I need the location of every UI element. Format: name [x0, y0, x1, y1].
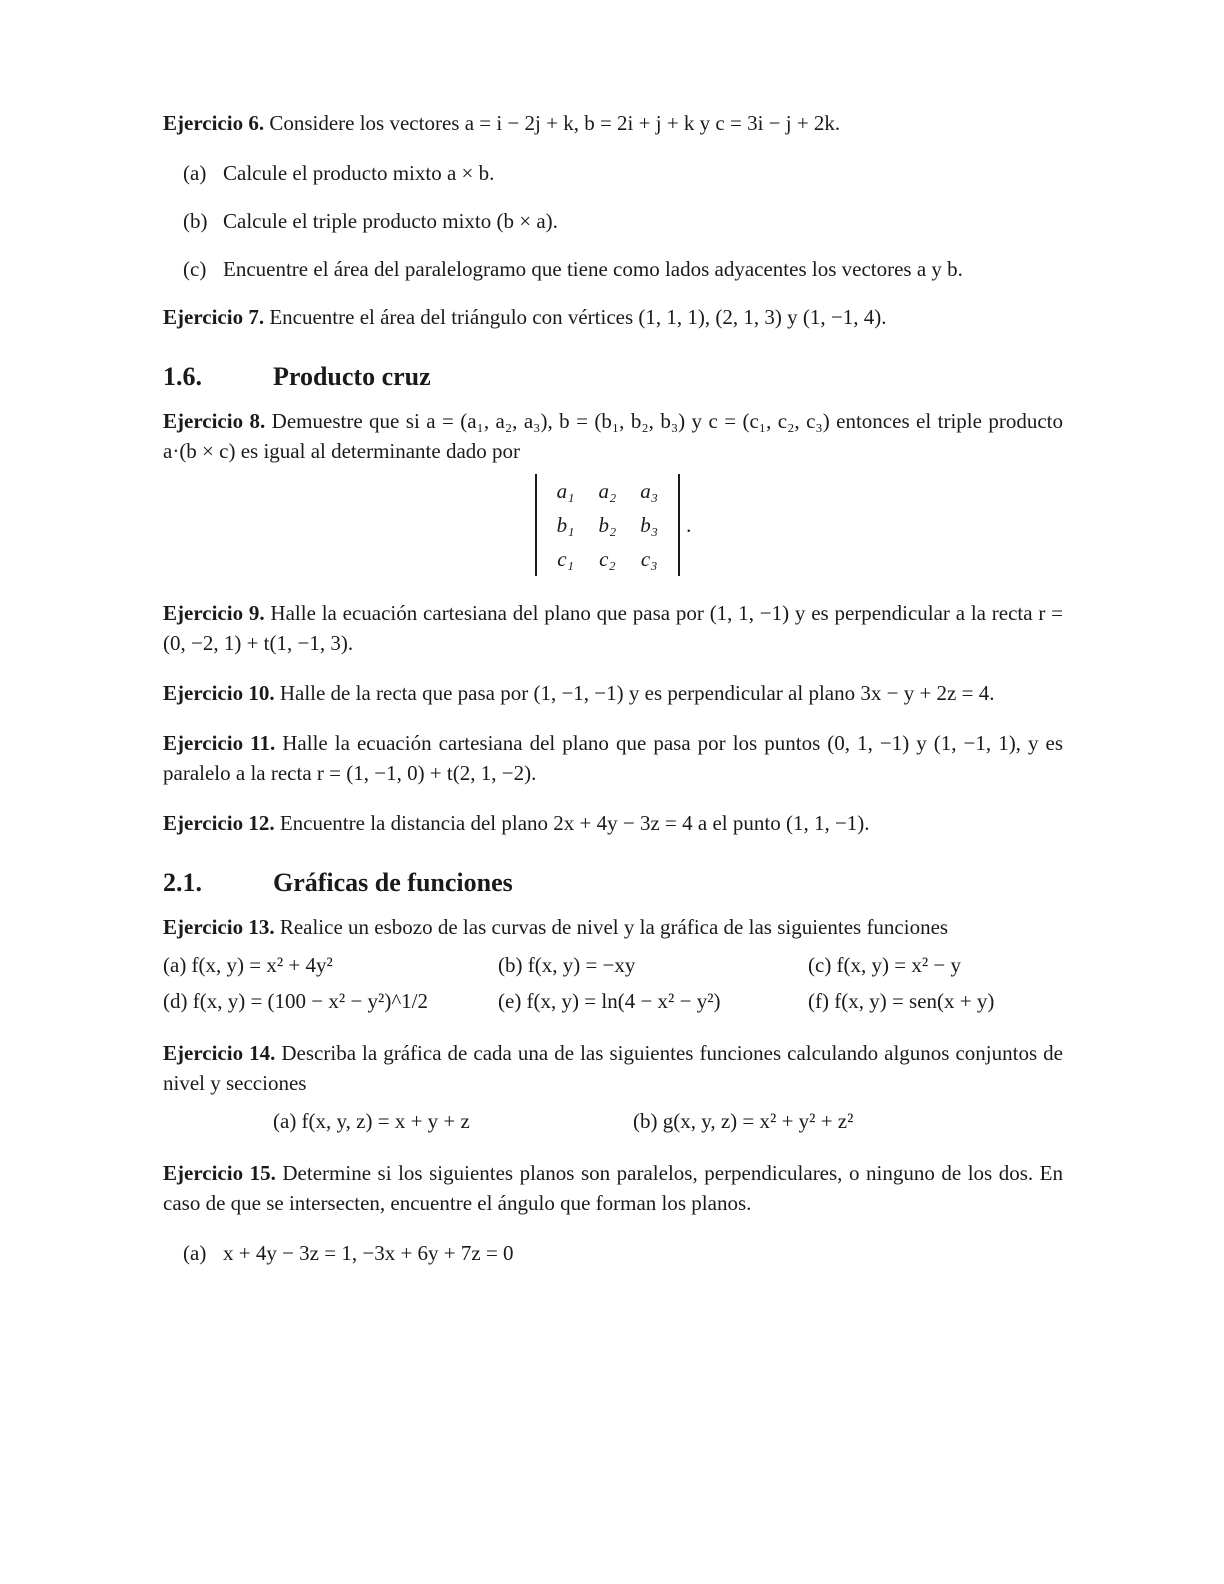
exercise-6-items [183, 158, 1063, 284]
exercise-14-functions [163, 1106, 1063, 1136]
exercise-14-title: Ejercicio 14. [163, 1041, 276, 1065]
exercise-12-title: Ejercicio 12. [163, 811, 275, 835]
matrix-cell: a₂ [598, 479, 617, 503]
determinant-matrix [535, 474, 692, 576]
exercise-8-title: Ejercicio 8. [163, 409, 266, 433]
exercise-11-title: Ejercicio 11. [163, 731, 276, 755]
exercise-7 [163, 302, 1063, 332]
list-item [183, 1238, 1063, 1268]
exercise-10 [163, 678, 1063, 708]
exercise-14-text: Describa la gráfica de cada una de las siguientes funciones calculando algunos conjuntos de nivel y secciones [163, 1041, 1063, 1095]
section-title: Gráficas de funciones [273, 868, 513, 897]
exercise-15-text: Determine si los siguientes planos son paralelos, perpendiculares, o ninguno de los dos. En caso de que se intersecten, encuentre el ángulo que forman los planos. [163, 1161, 1063, 1215]
table-row [545, 542, 670, 576]
determinant-right-bar [678, 474, 680, 576]
section-number: 2.1. [163, 868, 202, 897]
function-item: (e) f(x, y) = ln(4 − x² − y²) [498, 989, 721, 1013]
exercise-10-title: Ejercicio 10. [163, 681, 275, 705]
section-heading-1-6 [163, 362, 1063, 392]
matrix-cell: b₂ [598, 513, 617, 537]
item-label: (c) [183, 257, 207, 281]
exercise-7-title: Ejercicio 7. [163, 305, 265, 329]
exercise-15-items [183, 1238, 1063, 1268]
exercise-13 [163, 912, 1063, 942]
exercise-6-title: Ejercicio 6. [163, 111, 265, 135]
exercise-6 [163, 108, 1063, 138]
item-label: (a) [183, 1241, 207, 1265]
exercise-6-text: Considere los vectores a = i − 2j + k, b = 2i + j + k y c = 3i − j + 2k. [269, 111, 841, 135]
determinant-left-bar [535, 474, 537, 576]
exercise-14 [163, 1038, 1063, 1098]
item-label: (b) [183, 209, 208, 233]
exercise-15 [163, 1158, 1063, 1218]
exercise-11 [163, 728, 1063, 788]
matrix-cell: b₁ [556, 513, 575, 537]
list-item [183, 158, 1063, 188]
item-text: x + 4y − 3z = 1, −3x + 6y + 7z = 0 [223, 1241, 514, 1265]
matrix-cell: c₃ [640, 547, 658, 571]
document-page [163, 108, 1063, 1286]
exercise-9 [163, 598, 1063, 658]
matrix-cell: c₂ [599, 547, 616, 571]
exercise-15-title: Ejercicio 15. [163, 1161, 276, 1185]
section-heading-2-1 [163, 868, 1063, 898]
exercise-9-text: Halle la ecuación cartesiana del plano que pasa por (1, 1, −1) y es perpendicular a la recta r = (0, −2, 1) + t(1, −1, 3). [163, 601, 1063, 655]
matrix-cell: a₃ [640, 479, 659, 503]
table-row [545, 508, 670, 542]
exercise-12 [163, 808, 1063, 838]
exercise-8 [163, 406, 1063, 466]
exercise-13-functions [163, 950, 1063, 1016]
section-title: Producto cruz [273, 362, 431, 391]
section-number: 1.6. [163, 362, 202, 391]
item-text: Calcule el producto mixto a × b. [223, 161, 495, 185]
function-item: (a) f(x, y, z) = x + y + z [273, 1109, 470, 1133]
determinant-suffix: . [686, 513, 692, 537]
function-item: (a) f(x, y) = x² + 4y² [163, 953, 333, 977]
item-label: (a) [183, 161, 207, 185]
determinant [163, 474, 1063, 576]
exercise-13-title: Ejercicio 13. [163, 915, 275, 939]
exercise-11-text: Halle la ecuación cartesiana del plano que pasa por los puntos (0, 1, −1) y (1, −1, 1), y es paralelo a la recta r = (1, −1, 0) + t(2, 1, −2). [163, 731, 1063, 785]
matrix-cell: b₃ [640, 513, 659, 537]
matrix-cell: a₁ [556, 479, 575, 503]
list-item [183, 254, 1063, 284]
exercise-12-text: Encuentre la distancia del plano 2x + 4y − 3z = 4 a el punto (1, 1, −1). [279, 811, 870, 835]
function-item: (f) f(x, y) = sen(x + y) [808, 989, 995, 1013]
exercise-7-text: Encuentre el área del triángulo con vértices (1, 1, 1), (2, 1, 3) y (1, −1, 4). [269, 305, 887, 329]
function-item: (b) f(x, y) = −xy [498, 953, 636, 977]
item-text: Encuentre el área del paralelogramo que tiene como lados adyacentes los vectores a y b. [223, 257, 963, 281]
table-row [545, 474, 670, 508]
list-item [183, 206, 1063, 236]
exercise-13-text: Realice un esbozo de las curvas de nivel y la gráfica de las siguientes funciones [279, 915, 949, 939]
function-item: (d) f(x, y) = (100 − x² − y²)^1/2 [163, 989, 429, 1013]
item-text: Calcule el triple producto mixto (b × a). [223, 209, 558, 233]
function-item: (b) g(x, y, z) = x² + y² + z² [633, 1109, 854, 1133]
exercise-9-title: Ejercicio 9. [163, 601, 265, 625]
function-item: (c) f(x, y) = x² − y [808, 953, 962, 977]
determinant-table [545, 474, 670, 576]
matrix-cell: c₁ [557, 547, 574, 571]
exercise-8-text: Demuestre que si a = (a₁, a₂, a₃), b = (b₁, b₂, b₃) y c = (c₁, c₂, c₃) entonces el triple producto a·(b × c) es igual al determinante dado por [163, 409, 1064, 463]
exercise-10-text: Halle de la recta que pasa por (1, −1, −1) y es perpendicular al plano 3x − y + 2z = 4. [279, 681, 995, 705]
